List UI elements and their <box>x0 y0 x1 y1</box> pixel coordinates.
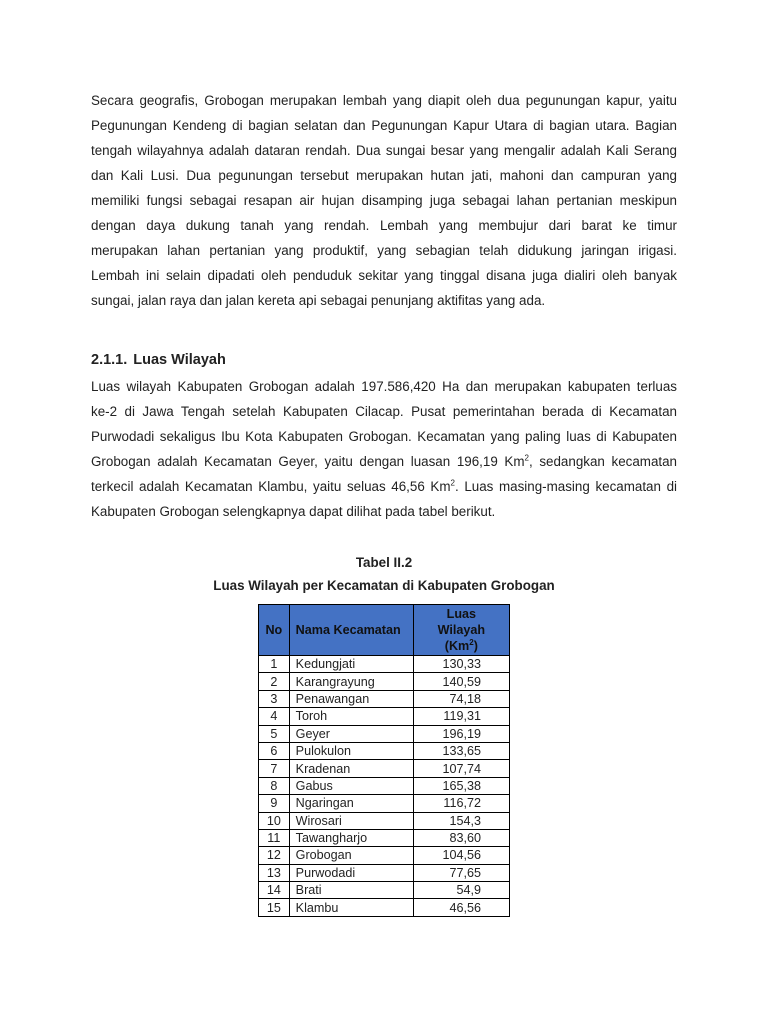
district-area: 83,60 <box>413 829 509 846</box>
district-area-table <box>258 604 510 917</box>
district-area: 74,18 <box>413 690 509 707</box>
row-number: 9 <box>259 795 290 812</box>
area-line: Purwodadi sekaligus Ibu Kota Kabupaten Grobogan. Kecamatan yang paling luas di Kabupaten <box>91 429 677 444</box>
table-row <box>259 725 510 742</box>
table-row <box>259 899 510 916</box>
district-name: Tawangharjo <box>289 829 413 846</box>
intro-line: merupakan lahan pertanian yang produktif, yang sebagian telah didukung jaringan irigasi. <box>91 243 677 258</box>
area-line: ke-2 di Jawa Tengah setelah Kabupaten Cilacap. Pusat pemerintahan berada di Kecamatan <box>91 404 677 419</box>
intro-line: Secara geografis, Grobogan merupakan lembah yang diapit oleh dua pegunungan kapur, yaitu <box>91 93 677 108</box>
row-number: 3 <box>259 690 290 707</box>
table-row <box>259 777 510 794</box>
intro-line: memiliki fungsi sebagai resapan air hujan disamping juga sebagai lahan pertanian meskipun <box>91 193 677 208</box>
district-area: 130,33 <box>413 656 509 673</box>
superscript: 2 <box>524 453 529 463</box>
intro-line: sungai, jalan raya dan jalan kereta api sebagai penunjang aktifitas yang ada. <box>91 293 546 308</box>
row-number: 10 <box>259 812 290 829</box>
area-line <box>91 474 677 499</box>
area-line-text: , sedangkan kecamatan <box>528 454 678 469</box>
district-name: Wirosari <box>289 812 413 829</box>
table-label: Tabel II.2 <box>355 555 413 570</box>
table-row <box>259 864 510 881</box>
table-title: Luas Wilayah per Kecamatan di Kabupaten Grobogan <box>213 578 555 593</box>
district-name: Geyer <box>289 725 413 742</box>
table-row <box>259 656 510 673</box>
header-area-line: (Km <box>444 639 470 653</box>
area-line-text: . Luas masing-masing kecamatan di <box>454 479 677 494</box>
district-name: Purwodadi <box>289 864 413 881</box>
row-number: 4 <box>259 708 290 725</box>
district-area: 104,56 <box>413 847 509 864</box>
district-area: 107,74 <box>413 760 509 777</box>
intro-line: dengan daya dukung tanah yang rendah. Lembah yang membujur dari barat ke timur <box>91 218 677 233</box>
table-row <box>259 829 510 846</box>
district-area: 77,65 <box>413 864 509 881</box>
superscript: 2 <box>450 478 455 488</box>
row-number: 8 <box>259 777 290 794</box>
district-name: Ngaringan <box>289 795 413 812</box>
intro-paragraph <box>91 88 677 313</box>
header-area-line: Wilayah <box>437 623 486 637</box>
superscript: 2 <box>469 637 474 647</box>
district-name: Grobogan <box>289 847 413 864</box>
table-row <box>259 847 510 864</box>
district-area: 46,56 <box>413 899 509 916</box>
section-number: 2.1.1. <box>91 352 128 368</box>
district-name: Penawangan <box>289 690 413 707</box>
row-number: 14 <box>259 882 290 899</box>
district-area: 119,31 <box>413 708 509 725</box>
intro-line: dan Kali Lusi. Dua pegunungan tersebut merupakan hutan jati, mahoni dan campuran yang <box>91 168 677 183</box>
table-row <box>259 690 510 707</box>
table-row <box>259 760 510 777</box>
area-line: Luas wilayah Kabupaten Grobogan adalah 197.586,420 Ha dan merupakan kabupaten terluas <box>91 379 677 394</box>
table-row <box>259 812 510 829</box>
table-header-row <box>259 605 510 656</box>
area-line-text: terkecil adalah Kecamatan Klambu, yaitu seluas 46,56 Km <box>91 479 451 494</box>
row-number: 5 <box>259 725 290 742</box>
area-line <box>91 449 677 474</box>
table-row <box>259 742 510 759</box>
row-number: 13 <box>259 864 290 881</box>
district-name: Gabus <box>289 777 413 794</box>
table-row <box>259 795 510 812</box>
table-row <box>259 708 510 725</box>
district-area: 140,59 <box>413 673 509 690</box>
district-name: Brati <box>289 882 413 899</box>
district-area: 54,9 <box>413 882 509 899</box>
intro-line: Pegunungan Kendeng di bagian selatan dan Pegunungan Kapur Utara di bagian utara. Bagian <box>91 118 677 133</box>
row-number: 12 <box>259 847 290 864</box>
header-area-line: ) <box>473 639 478 653</box>
row-number: 2 <box>259 673 290 690</box>
row-number: 15 <box>259 899 290 916</box>
area-paragraph <box>91 374 677 524</box>
district-area: 196,19 <box>413 725 509 742</box>
area-line: Kabupaten Grobogan selengkapnya dapat dilihat pada tabel berikut. <box>91 504 496 519</box>
row-number: 6 <box>259 742 290 759</box>
district-area: 165,38 <box>413 777 509 794</box>
row-number: 1 <box>259 656 290 673</box>
intro-line: Lembah ini selain dipadati oleh penduduk sekitar yang tinggal disana juga dialiri oleh banyak <box>91 268 677 283</box>
table-row <box>259 673 510 690</box>
header-area <box>413 605 509 656</box>
header-area-line: Luas <box>446 607 477 621</box>
district-name: Kedungjati <box>289 656 413 673</box>
header-name: Nama Kecamatan <box>289 605 413 656</box>
row-number: 7 <box>259 760 290 777</box>
row-number: 11 <box>259 829 290 846</box>
district-name: Kradenan <box>289 760 413 777</box>
table-body <box>259 656 510 917</box>
district-name: Klambu <box>289 899 413 916</box>
intro-line: tengah wilayahnya adalah dataran rendah. Dua sungai besar yang mengalir adalah Kali Serang <box>91 143 677 158</box>
district-area: 133,65 <box>413 742 509 759</box>
district-name: Karangrayung <box>289 673 413 690</box>
district-name: Toroh <box>289 708 413 725</box>
area-line-text: Grobogan adalah Kecamatan Geyer, yaitu dengan luasan 196,19 Km <box>91 454 525 469</box>
section-heading <box>91 352 226 368</box>
district-area: 116,72 <box>413 795 509 812</box>
table-row <box>259 882 510 899</box>
header-no: No <box>259 605 290 656</box>
district-area: 154,3 <box>413 812 509 829</box>
district-name: Pulokulon <box>289 742 413 759</box>
section-title: Luas Wilayah <box>133 352 226 368</box>
